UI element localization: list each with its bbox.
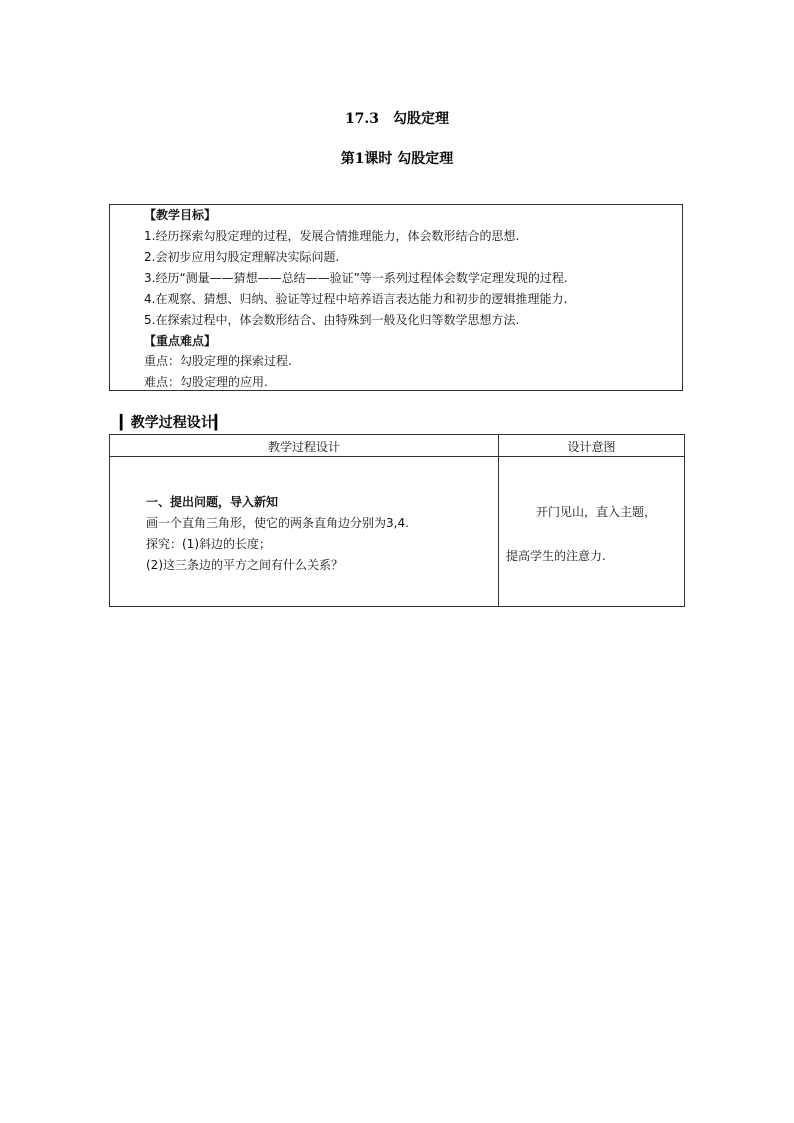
objective-item-3: 3.经历“测量——猜想——总结——验证”等一系列过程体会数学定理发现的过程. [144,271,568,285]
table-column-divider [498,435,499,606]
objective-item-4: 4.在观察、猜想、归纳、验证等过程中培养语言表达能力和初步的逻辑推理能力. [144,292,568,306]
document-subtitle: 第1课时 勾股定理 [340,151,454,167]
document-title: 17.3 勾股定理 [344,111,450,127]
key-points-heading: 【重点难点】 [144,334,217,348]
process-table [109,434,685,607]
table-header-divider [110,456,684,457]
process-cell-line-1: 画一个直角三角形，使它的两条直角边分别为3,4. [146,516,409,530]
column-header-intent: 设计意图 [567,440,616,454]
intent-cell-line-2: 提高学生的注意力. [506,549,606,563]
objective-item-5: 5.在探索过程中，体会数形结合、由特殊到一般及化归等数学思想方法. [144,313,520,327]
process-cell-line-3: (2)这三条边的平方之间有什么关系？ [146,558,343,572]
process-cell-line-2: 探究：(1)斜边的长度； [146,537,271,551]
process-section-heading: ▎教学过程设计▎ [120,415,226,431]
objective-item-1: 1.经历探索勾股定理的过程，发展合情推理能力，体会数形结合的思想. [144,229,520,243]
intent-cell-line-1: 开门见山，直入主题， [536,505,657,519]
process-cell-heading: 一、提出问题，导入新知 [146,495,279,509]
key-point: 重点：勾股定理的探索过程. [144,354,292,368]
column-header-process: 教学过程设计 [267,440,340,454]
objective-item-2: 2.会初步应用勾股定理解决实际问题. [144,250,340,264]
difficult-point: 难点：勾股定理的应用. [144,375,268,389]
objectives-heading: 【教学目标】 [144,208,217,222]
